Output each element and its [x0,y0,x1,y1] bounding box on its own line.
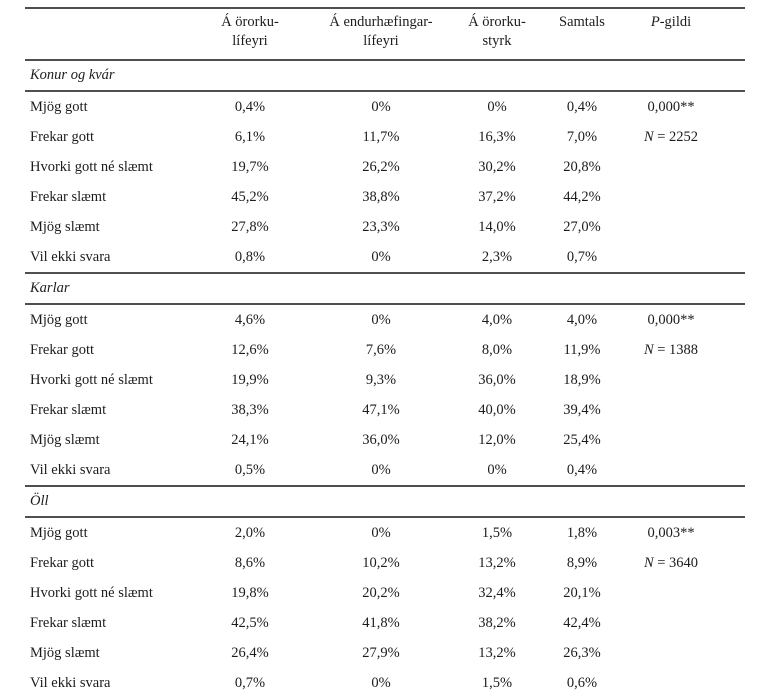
table-row [25,668,745,694]
table-row [25,182,745,212]
cell-endurhaefingarlifeyri: 9,3% [365,371,397,388]
cell-samtals: 1,8% [566,524,598,541]
cell-ororkulifeyri: 6,1% [234,128,266,145]
cell-ororkustyrk: 14,0% [478,218,516,235]
cell-endurhaefingarlifeyri: 0% [371,461,391,478]
cell-samtals: 0,6% [566,674,598,691]
cell-endurhaefingarlifeyri: 10,2% [362,554,400,571]
row-label: Vil ekki svara [30,248,111,265]
header-col-pgildi: P-gildi [650,14,692,30]
section-header-konur-og-kvar [25,60,745,91]
cell-ororkulifeyri: 0,7% [234,674,266,691]
empty-cell [617,212,745,242]
cell-ororkustyrk: 32,4% [478,584,516,601]
empty-cell [617,242,745,273]
empty-cell [617,395,745,425]
empty-cell [617,182,745,212]
row-label: Frekar slæmt [30,188,107,205]
n-value-cell: N = 1388 [643,341,699,358]
cell-samtals: 4,0% [566,311,598,328]
empty-cell [617,365,745,395]
table-row [25,212,745,242]
cell-samtals: 42,4% [563,614,601,631]
cell-ororkustyrk: 12,0% [478,431,516,448]
n-value-cell: N = 3640 [643,554,699,571]
cell-samtals: 20,8% [563,158,601,175]
cell-samtals: 44,2% [563,188,601,205]
table-row [25,517,745,548]
cell-ororkustyrk: 0% [487,461,507,478]
row-label: Frekar gott [30,128,95,145]
section-title: Öll [30,493,49,509]
cell-ororkulifeyri: 26,4% [231,644,269,661]
table-header-row [25,8,745,60]
cell-ororkustyrk: 37,2% [478,188,516,205]
cell-ororkustyrk: 1,5% [481,524,513,541]
cell-ororkulifeyri: 0,4% [234,98,266,115]
table-row [25,152,745,182]
header-empty-cell [25,8,185,60]
cell-endurhaefingarlifeyri: 0% [371,674,391,691]
row-label: Hvorki gott né slæmt [30,584,153,601]
cell-ororkulifeyri: 0,8% [234,248,266,265]
cell-samtals: 11,9% [563,341,601,358]
table-row [25,425,745,455]
row-label: Mjög slæmt [30,431,100,448]
cell-ororkulifeyri: 12,6% [231,341,269,358]
row-label: Frekar gott [30,554,95,571]
cell-ororkulifeyri: 42,5% [231,614,269,631]
cell-ororkustyrk: 4,0% [481,311,513,328]
cell-endurhaefingarlifeyri: 36,0% [362,431,400,448]
row-label: Frekar slæmt [30,401,107,418]
table-row [25,91,745,122]
cell-ororkustyrk: 8,0% [481,341,513,358]
p-value-cell: 0,003** [647,524,695,541]
row-label: Mjög gott [30,524,88,541]
cell-ororkulifeyri: 4,6% [234,311,266,328]
empty-cell [617,608,745,638]
empty-cell [617,578,745,608]
row-label: Frekar slæmt [30,614,107,631]
cell-samtals: 0,7% [566,248,598,265]
cell-ororkulifeyri: 0,5% [234,461,266,478]
row-label: Hvorki gott né slæmt [30,158,153,175]
cell-samtals: 7,0% [566,128,598,145]
cell-ororkulifeyri: 38,3% [231,401,269,418]
cell-endurhaefingarlifeyri: 27,9% [362,644,400,661]
cell-endurhaefingarlifeyri: 0% [371,524,391,541]
cell-ororkustyrk: 40,0% [478,401,516,418]
row-label: Mjög slæmt [30,218,100,235]
cell-endurhaefingarlifeyri: 0% [371,98,391,115]
cell-samtals: 39,4% [563,401,601,418]
cell-ororkulifeyri: 19,7% [231,158,269,175]
table-row [25,638,745,668]
header-col-samtals: Samtals [559,14,605,30]
cell-ororkustyrk: 1,5% [481,674,513,691]
table-row [25,578,745,608]
statistics-table [25,7,745,694]
cell-ororkulifeyri: 45,2% [231,188,269,205]
cell-samtals: 26,3% [563,644,601,661]
cell-endurhaefingarlifeyri: 11,7% [362,128,400,145]
empty-cell [617,152,745,182]
cell-endurhaefingarlifeyri: 38,8% [362,188,400,205]
empty-cell [617,425,745,455]
empty-cell [617,455,745,486]
n-value-cell: N = 2252 [643,128,699,145]
table-row [25,608,745,638]
cell-ororkustyrk: 30,2% [478,158,516,175]
table-row [25,242,745,273]
section-title: Konur og kvár [30,67,115,83]
section-header-karlar [25,273,745,304]
row-label: Frekar gott [30,341,95,358]
empty-cell [617,638,745,668]
table-row [25,335,745,365]
cell-ororkulifeyri: 27,8% [231,218,269,235]
section-header-oll [25,486,745,517]
cell-ororkustyrk: 36,0% [478,371,516,388]
p-value-cell: 0,000** [647,98,695,115]
cell-endurhaefingarlifeyri: 20,2% [362,584,400,601]
row-label: Mjög slæmt [30,644,100,661]
cell-endurhaefingarlifeyri: 0% [371,311,391,328]
cell-endurhaefingarlifeyri: 47,1% [362,401,400,418]
table-row [25,122,745,152]
empty-cell [617,668,745,694]
cell-ororkustyrk: 0% [487,98,507,115]
cell-samtals: 8,9% [566,554,598,571]
cell-endurhaefingarlifeyri: 41,8% [362,614,400,631]
header-col-endurhaefingarlifeyri: Á endurhæfingar- lífeyri [329,14,433,49]
section-title: Karlar [30,280,70,296]
cell-samtals: 18,9% [563,371,601,388]
cell-ororkulifeyri: 19,9% [231,371,269,388]
cell-samtals: 27,0% [563,218,601,235]
cell-ororkustyrk: 38,2% [478,614,516,631]
cell-ororkustyrk: 16,3% [478,128,516,145]
row-label: Hvorki gott né slæmt [30,371,153,388]
cell-samtals: 0,4% [566,98,598,115]
row-label: Vil ekki svara [30,461,111,478]
table-row [25,548,745,578]
cell-ororkulifeyri: 2,0% [234,524,266,541]
cell-endurhaefingarlifeyri: 7,6% [365,341,397,358]
row-label: Mjög gott [30,311,88,328]
row-label: Vil ekki svara [30,674,111,691]
cell-samtals: 20,1% [563,584,601,601]
header-col-ororkustyrk: Á örorku- styrk [468,14,526,49]
cell-ororkustyrk: 13,2% [478,554,516,571]
row-label: Mjög gott [30,98,88,115]
header-col-ororkulifeyri: Á örorku- lífeyri [221,14,279,49]
cell-endurhaefingarlifeyri: 23,3% [362,218,400,235]
table-row [25,365,745,395]
cell-samtals: 25,4% [563,431,601,448]
cell-samtals: 0,4% [566,461,598,478]
cell-ororkulifeyri: 24,1% [231,431,269,448]
cell-ororkulifeyri: 8,6% [234,554,266,571]
cell-ororkustyrk: 13,2% [478,644,516,661]
table-row [25,395,745,425]
table-row [25,304,745,335]
p-value-cell: 0,000** [647,311,695,328]
cell-ororkustyrk: 2,3% [481,248,513,265]
cell-endurhaefingarlifeyri: 0% [371,248,391,265]
cell-endurhaefingarlifeyri: 26,2% [362,158,400,175]
table-row [25,455,745,486]
cell-ororkulifeyri: 19,8% [231,584,269,601]
